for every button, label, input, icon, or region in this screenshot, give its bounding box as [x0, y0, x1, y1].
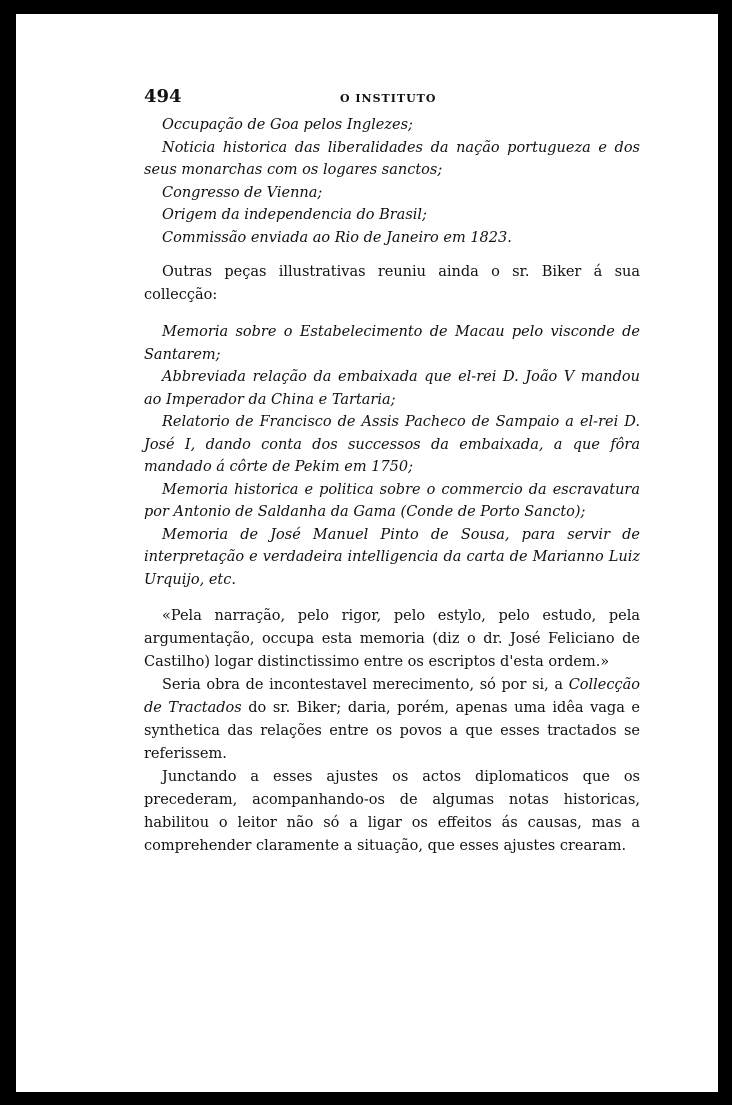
paragraph-quote: «Pela narração, pelo rigor, pelo estylo, pelo estudo, pela argumentação, occupa esta memoria (diz o dr. José Feliciano de Castilho) logar distinctissimo entre os escriptos d'esta ordem.» [144, 608, 640, 670]
opinion-text-before: Seria obra de incontestavel merecimento, só por si, a [162, 677, 569, 693]
list-item: Commissão enviada ao Rio de Janeiro em 1823. [162, 229, 512, 246]
list-item: Noticia historica das liberalidades da nação portugueza e dos seus monarchas com os logares sanctos; [144, 139, 640, 178]
list-item: Memoria historica e politica sobre o commercio da escravatura por Antonio de Saldanha da Gama (Conde de Porto Sancto); [144, 481, 640, 520]
paragraph-intro: Outras peças illustrativas reuniu ainda o sr. Biker á sua collecção: [144, 264, 640, 303]
list-item: Congresso de Vienna; [162, 184, 323, 201]
opinion-text-after: do sr. Biker; daria, porém, apenas uma idêa vaga e synthetica das relações entre os povos a que esses tractados se referissem. [144, 700, 640, 762]
page-number: 494 [144, 86, 182, 107]
document-list-1 [144, 114, 640, 249]
list-item: Origem da independencia do Brasil; [162, 207, 427, 223]
running-title: O INSTITUTO [340, 92, 437, 105]
collection-title: Collecção de Tractados [144, 677, 640, 716]
book-page [16, 14, 718, 1092]
list-item: Abbreviada relação da embaixada que el-rei D. João V mandou ao Imperador da China e Tartaria; [144, 369, 640, 408]
text-block [144, 86, 640, 858]
paragraph-opinion [144, 674, 640, 766]
list-item: Memoria sobre o Estabelecimento de Macau pelo visconde de Santarem; [144, 324, 640, 363]
paragraph-final: Junctando a esses ajustes os actos diplomaticos que os precederam, acompanhando-os de algumas notas historicas, habilitou o leitor não só a ligar os effeitos ás causas, mas a comprehender claramente a situação, que esses ajustes crearam. [144, 769, 640, 854]
list-item: Occupação de Goa pelos Inglezes; [162, 117, 413, 133]
list-item: Relatorio de Francisco de Assis Pacheco de Sampaio a el-rei D. José I, dando conta dos successos da embaixada, a que fôra mandado á côrte de Pekim em 1750; [144, 414, 640, 475]
page-header [144, 86, 640, 114]
list-item: Memoria de José Manuel Pinto de Sousa, para servir de interpretação e verdadeira intelligencia da carta de Marianno Luiz Urquijo, etc. [144, 526, 640, 588]
document-list-2 [144, 321, 640, 591]
